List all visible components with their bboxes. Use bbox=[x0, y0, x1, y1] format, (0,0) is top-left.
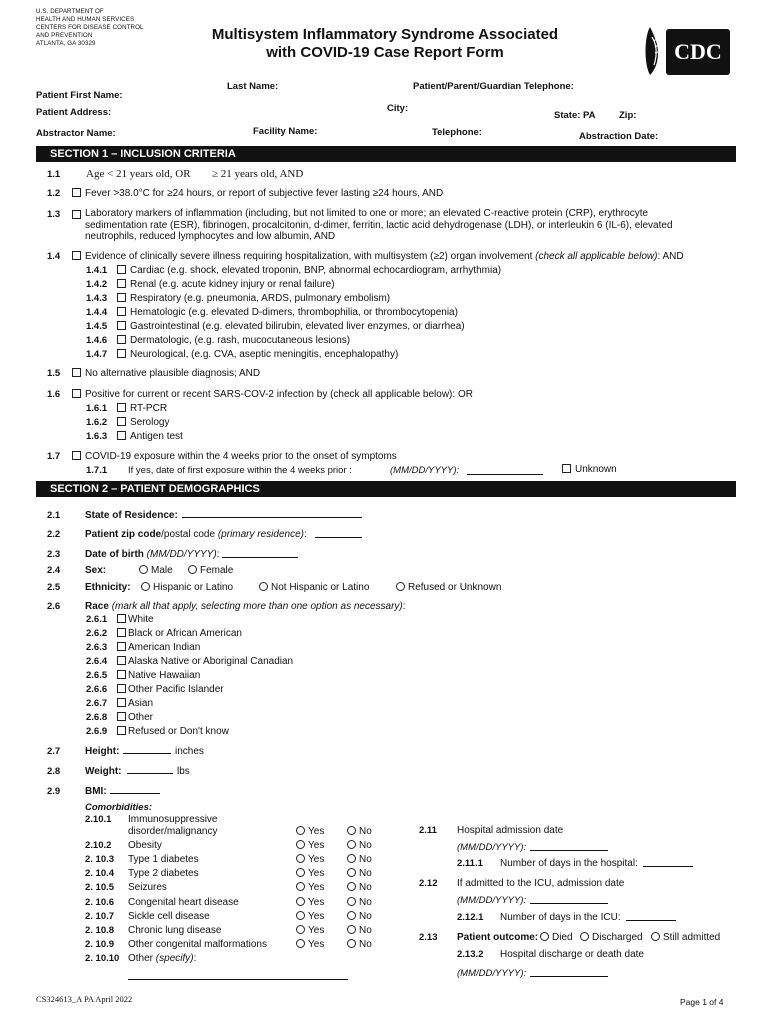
test-option[interactable] bbox=[117, 403, 167, 414]
comorbidity-label: Obesity bbox=[128, 840, 162, 851]
comorbidity-label: Sickle cell disease bbox=[128, 911, 210, 922]
discharge-date-label: Hospital discharge or death date bbox=[500, 949, 644, 960]
race-checkbox[interactable] bbox=[117, 698, 126, 707]
dob-bold: Date of birth bbox=[85, 549, 144, 560]
fever-criterion bbox=[72, 188, 443, 199]
item-number: 2. 10.7 bbox=[85, 911, 115, 922]
no-radio[interactable] bbox=[347, 911, 356, 920]
race-label: Refused or Don't know bbox=[128, 726, 229, 737]
no-radio[interactable] bbox=[347, 897, 356, 906]
item-number: 2.5 bbox=[47, 582, 61, 593]
yes-radio[interactable] bbox=[296, 868, 305, 877]
item-number: 2.11 bbox=[419, 825, 437, 836]
telephone-label: Patient/Parent/Guardian Telephone: bbox=[413, 81, 574, 92]
organ-checkbox[interactable] bbox=[117, 265, 126, 274]
zip-note: (primary residence) bbox=[217, 529, 304, 540]
organ-checkbox[interactable] bbox=[117, 321, 126, 330]
hospital-days-label: Number of days in the hospital: bbox=[500, 858, 638, 869]
item-number: 2.9 bbox=[47, 786, 61, 797]
sars-positive-text: Positive for current or recent SARS-COV-2 infection by (check all applicable below): OR bbox=[85, 389, 473, 400]
race-label: Alaska Native or Aboriginal Canadian bbox=[128, 656, 294, 667]
no-radio[interactable] bbox=[347, 868, 356, 877]
race-checkbox[interactable] bbox=[117, 712, 126, 721]
race-option[interactable] bbox=[117, 642, 200, 653]
item-number: 2.6.4 bbox=[86, 656, 108, 667]
form-title: Multisystem Inflammatory Syndrome Associated with COVID-19 Case Report Form bbox=[211, 26, 559, 61]
race-checkbox[interactable] bbox=[117, 684, 126, 693]
weight-field[interactable] bbox=[127, 764, 173, 774]
race-checkbox[interactable] bbox=[117, 656, 126, 665]
no-label: No bbox=[359, 882, 372, 893]
dob-colon: : bbox=[216, 549, 220, 560]
item-number: 2.12 bbox=[419, 878, 438, 889]
zip-colon: : bbox=[303, 529, 307, 540]
admission-date-field[interactable] bbox=[530, 841, 608, 851]
exposure-text: COVID-19 exposure within the 4 weeks prior to the onset of symptoms bbox=[85, 451, 397, 462]
comorbidity-label: Congenital heart disease bbox=[128, 897, 239, 908]
agency-block bbox=[36, 8, 144, 48]
yes-label: Yes bbox=[308, 882, 325, 893]
last-name-label: Last Name: bbox=[227, 81, 279, 92]
item-number: 2.6.2 bbox=[86, 628, 108, 639]
comorbidity-label: Seizures bbox=[128, 882, 167, 893]
cdc-logo bbox=[642, 23, 736, 79]
state-label: State: PA bbox=[554, 110, 596, 121]
icu-days-field[interactable] bbox=[626, 911, 676, 921]
first-name-label: Patient First Name: bbox=[36, 90, 123, 101]
item-number: 2.3 bbox=[47, 549, 61, 560]
organ-label: Hematologic (e.g. elevated D-dimers, thrombophilia, or thrombocytopenia) bbox=[130, 307, 458, 318]
organ-checkbox[interactable] bbox=[117, 349, 126, 358]
not-hispanic-radio[interactable] bbox=[259, 582, 268, 591]
comorbidity-no-option[interactable] bbox=[347, 854, 372, 865]
organ-option[interactable] bbox=[117, 293, 390, 304]
race-option[interactable] bbox=[117, 712, 153, 723]
item-number: 1.4.6 bbox=[86, 335, 108, 346]
comorbidity-yes-option[interactable] bbox=[296, 925, 324, 936]
organ-option[interactable] bbox=[117, 321, 465, 332]
height-unit: inches bbox=[175, 746, 204, 757]
abstraction-date-label: Abstraction Date: bbox=[579, 131, 659, 142]
other-specify: (specify) bbox=[155, 953, 194, 964]
comorbidity-label: Type 2 diabetes bbox=[128, 868, 199, 879]
outcome-died-option[interactable] bbox=[540, 932, 573, 943]
outcome-still-admitted-option[interactable] bbox=[651, 932, 720, 943]
exposure-criterion bbox=[72, 451, 397, 462]
organ-label: Gastrointestinal (e.g. elevated bilirubin, elevated liver enzymes, or diarrhea) bbox=[130, 321, 465, 332]
test-option[interactable] bbox=[117, 431, 183, 442]
comorbidity-no-option[interactable] bbox=[347, 939, 372, 950]
race-label: Native Hawaiian bbox=[128, 670, 201, 681]
zip-code-field[interactable] bbox=[315, 528, 362, 538]
no-alternative-criterion bbox=[72, 368, 260, 379]
no-radio[interactable] bbox=[347, 925, 356, 934]
race-label: Other Pacific Islander bbox=[128, 684, 224, 695]
item-number: 2.6.1 bbox=[86, 614, 108, 625]
yes-label: Yes bbox=[308, 868, 325, 879]
weight-unit: lbs bbox=[177, 766, 190, 777]
item-number: 1.4.5 bbox=[86, 321, 108, 332]
item-number: 1.5 bbox=[47, 368, 61, 379]
female-label: Female bbox=[200, 565, 234, 576]
severe-illness-criterion bbox=[72, 251, 684, 262]
bmi-label: BMI: bbox=[85, 786, 107, 797]
item-number: 1.4 bbox=[47, 251, 61, 262]
page-number: Page 1 of 4 bbox=[680, 997, 724, 1007]
comorbidity-yes-option[interactable] bbox=[296, 939, 324, 950]
comorbidity-no-option[interactable] bbox=[347, 882, 372, 893]
comorbidity-yes-option[interactable] bbox=[296, 854, 324, 865]
hospital-days-field[interactable] bbox=[643, 857, 693, 867]
severe-illness-tail: : AND bbox=[657, 251, 684, 262]
logo-text: CDC bbox=[674, 39, 722, 64]
weight-label: Weight: bbox=[85, 766, 122, 777]
item-number: 1.6.3 bbox=[86, 431, 108, 442]
organ-label: Respiratory (e.g. pneumonia, ARDS, pulmonary embolism) bbox=[130, 293, 391, 304]
organ-label: Cardiac (e.g. shock, elevated troponin, BNP, abnormal echocardiogram, arrhythmia) bbox=[130, 265, 502, 276]
no-radio[interactable] bbox=[347, 882, 356, 891]
item-number: 1.3 bbox=[47, 209, 61, 220]
item-number: 1.4.2 bbox=[86, 279, 108, 290]
race-label: Asian bbox=[128, 698, 154, 709]
yes-radio[interactable] bbox=[296, 840, 305, 849]
item-number: 2.10.2 bbox=[85, 840, 112, 851]
race-option[interactable] bbox=[117, 726, 229, 737]
item-number: 2.2 bbox=[47, 529, 61, 540]
test-label: Antigen test bbox=[130, 431, 183, 442]
item-number: 1.4.7 bbox=[86, 349, 108, 360]
item-number: 2.11.1 bbox=[457, 858, 483, 869]
organ-option[interactable] bbox=[117, 279, 335, 290]
other-colon: : bbox=[193, 953, 197, 964]
yes-radio[interactable] bbox=[296, 854, 305, 863]
male-radio[interactable] bbox=[139, 565, 148, 574]
ethnicity-hispanic-option[interactable] bbox=[141, 582, 233, 593]
icu-date-field[interactable] bbox=[530, 894, 608, 904]
item-number: 2. 10.6 bbox=[85, 897, 115, 908]
dob-field[interactable] bbox=[222, 548, 298, 558]
male-label: Male bbox=[151, 565, 173, 576]
state-residence-field[interactable] bbox=[182, 508, 362, 518]
item-number: 1.1 bbox=[47, 169, 61, 180]
admission-date-label: Hospital admission date bbox=[457, 825, 564, 836]
race-checkbox[interactable] bbox=[117, 628, 126, 637]
fever-text: Fever >38.0°C for ≥24 hours, or report of subjective fever lasting ≥24 hours, AND bbox=[85, 188, 444, 199]
item-number: 2. 10.3 bbox=[85, 854, 115, 865]
died-radio[interactable] bbox=[540, 932, 549, 941]
item-number: 1.7.1 bbox=[86, 465, 108, 476]
female-radio[interactable] bbox=[188, 565, 197, 574]
height-label: Height: bbox=[85, 746, 120, 757]
not-hispanic-label: Not Hispanic or Latino bbox=[271, 582, 370, 593]
sex-label: Sex: bbox=[85, 565, 107, 576]
discharged-radio[interactable] bbox=[580, 932, 589, 941]
no-radio[interactable] bbox=[347, 854, 356, 863]
comorbidity-no-option[interactable] bbox=[347, 911, 372, 922]
race-checkbox[interactable] bbox=[117, 614, 126, 623]
item-number: 2.1 bbox=[47, 510, 61, 521]
no-label: No bbox=[359, 911, 372, 922]
no-label: No bbox=[359, 939, 372, 950]
other-comorbidity-field[interactable] bbox=[128, 970, 348, 980]
race-option[interactable] bbox=[117, 656, 293, 667]
organ-label: Renal (e.g. acute kidney injury or renal failure) bbox=[130, 279, 335, 290]
comorbidity-yes-option[interactable] bbox=[296, 868, 324, 879]
no-radio[interactable] bbox=[347, 826, 356, 835]
comorbidity-yes-option[interactable] bbox=[296, 911, 324, 922]
organ-option[interactable] bbox=[117, 265, 501, 276]
icu-admission-label: If admitted to the ICU, admission date bbox=[457, 878, 625, 889]
lab-markers-checkbox[interactable] bbox=[72, 210, 81, 219]
item-number: 2.8 bbox=[47, 766, 61, 777]
dob-label bbox=[85, 549, 219, 560]
yes-label: Yes bbox=[308, 911, 325, 922]
admission-date-format: (MM/DD/YYYY): bbox=[457, 842, 527, 853]
item-number: 1.4.3 bbox=[86, 293, 108, 304]
comorbidity-yes-option[interactable] bbox=[296, 882, 324, 893]
discharged-label: Discharged bbox=[592, 932, 643, 943]
state-residence-label: State of Residence: bbox=[85, 510, 178, 521]
died-label: Died bbox=[552, 932, 573, 943]
item-number: 2.6.8 bbox=[86, 712, 108, 723]
yes-radio[interactable] bbox=[296, 911, 305, 920]
city-label: City: bbox=[387, 103, 409, 114]
organ-checkbox[interactable] bbox=[117, 307, 126, 316]
yes-radio[interactable] bbox=[296, 882, 305, 891]
no-radio[interactable] bbox=[347, 840, 356, 849]
discharge-date-format: (MM/DD/YYYY): bbox=[457, 968, 527, 979]
abstractor-label: Abstractor Name: bbox=[36, 128, 116, 139]
still-admitted-radio[interactable] bbox=[651, 932, 660, 941]
comorbidity-label-cont: disorder/malignancy bbox=[128, 826, 218, 837]
item-number: 2.6.5 bbox=[86, 670, 108, 681]
comorbidity-no-option[interactable] bbox=[347, 897, 372, 908]
age-under-21-option[interactable]: Age < 21 years old, OR bbox=[86, 168, 191, 180]
address-label: Patient Address: bbox=[36, 107, 112, 118]
fever-checkbox[interactable] bbox=[72, 188, 81, 197]
test-option[interactable] bbox=[117, 417, 169, 428]
no-label: No bbox=[359, 840, 372, 851]
comorbidity-label: Other congenital malformations bbox=[128, 939, 267, 950]
zip-label: Zip: bbox=[619, 110, 637, 121]
no-label: No bbox=[359, 826, 372, 837]
exposure-date-field[interactable] bbox=[467, 465, 543, 475]
yes-radio[interactable] bbox=[296, 925, 305, 934]
dob-format: (MM/DD/YYYY) bbox=[146, 549, 217, 560]
icu-date-format: (MM/DD/YYYY): bbox=[457, 895, 527, 906]
item-number: 1.7 bbox=[47, 451, 61, 462]
item-number: 2.7 bbox=[47, 746, 61, 757]
yes-label: Yes bbox=[308, 897, 325, 908]
comorbidity-label: Chronic lung disease bbox=[128, 925, 222, 936]
section2-header: SECTION 2 – PATIENT DEMOGRAPHICS bbox=[36, 481, 736, 497]
item-number: 2.4 bbox=[47, 565, 61, 576]
refused-label: Refused or Unknown bbox=[408, 582, 502, 593]
comorbidity-yes-option[interactable] bbox=[296, 826, 324, 837]
comorbidity-label: Immunosuppressive bbox=[128, 814, 218, 825]
height-field[interactable] bbox=[123, 744, 171, 754]
form-code: CS324613_A PA April 2022 bbox=[36, 994, 133, 1004]
zip-bold: Patient zip code bbox=[85, 529, 162, 540]
organ-checkbox[interactable] bbox=[117, 279, 126, 288]
yes-label: Yes bbox=[308, 925, 325, 936]
comorbidity-no-option[interactable] bbox=[347, 925, 372, 936]
severe-illness-checkbox[interactable] bbox=[72, 251, 81, 260]
comorbidity-label: Type 1 diabetes bbox=[128, 854, 199, 865]
item-number: 2.13 bbox=[419, 932, 438, 943]
comorbidity-no-option[interactable] bbox=[347, 840, 372, 851]
item-number: 1.2 bbox=[47, 188, 61, 199]
still-admitted-label: Still admitted bbox=[663, 932, 721, 943]
exposure-unknown-checkbox[interactable] bbox=[562, 464, 571, 473]
zip-rest: /postal code bbox=[161, 529, 216, 540]
telephone2-label: Telephone: bbox=[432, 127, 482, 138]
comorbidity-no-option[interactable] bbox=[347, 826, 372, 837]
race-label: American Indian bbox=[128, 642, 201, 653]
item-number: 2.6.9 bbox=[86, 726, 108, 737]
test-checkbox[interactable] bbox=[117, 417, 126, 426]
no-label: No bbox=[359, 854, 372, 865]
sex-female-option[interactable] bbox=[188, 565, 233, 576]
item-number: 2. 10.4 bbox=[85, 868, 115, 879]
ethnicity-not-hispanic-option[interactable] bbox=[259, 582, 369, 593]
exposure-date-label: If yes, date of first exposure within the 4 weeks prior : bbox=[128, 465, 352, 476]
organ-option[interactable] bbox=[117, 307, 458, 318]
facility-label: Facility Name: bbox=[253, 126, 318, 137]
race-label: White bbox=[128, 614, 154, 625]
organ-label: Dermatologic, (e.g. rash, mucocutaneous lesions) bbox=[130, 335, 351, 346]
comorbidity-no-option[interactable] bbox=[347, 868, 372, 879]
exposure-date-format: (MM/DD/YYYY): bbox=[390, 465, 460, 476]
race-option[interactable] bbox=[117, 670, 200, 681]
race-option[interactable] bbox=[117, 614, 154, 625]
zip-code-label bbox=[85, 529, 307, 540]
organ-option[interactable] bbox=[117, 335, 350, 346]
item-number: 2.6 bbox=[47, 601, 61, 612]
outcome-discharged-option[interactable] bbox=[580, 932, 643, 943]
no-label: No bbox=[359, 868, 372, 879]
organ-checkbox[interactable] bbox=[117, 293, 126, 302]
sars-positive-checkbox[interactable] bbox=[72, 389, 81, 398]
severe-illness-text: Evidence of clinically severe illness requiring hospitalization, with multisystem (≥2) organ involvement bbox=[85, 251, 533, 262]
sars-positive-criterion bbox=[72, 389, 473, 400]
lab-markers-text: Laboratory markers of inflammation (including, but not limited to one or more; an elevated C-reactive protein (CRP), erythrocyte sedimentation rate (ESR), fibrinogen, procalcitonin, d-dimer, ferritin, lactic acid dehydrogenase (LDH), or interleukin 6 (IL-6), elevated neutrophils, reduced lymphocytes and low albumin, AND bbox=[85, 208, 673, 242]
race-option[interactable] bbox=[117, 698, 153, 709]
no-alternative-checkbox[interactable] bbox=[72, 368, 81, 377]
bmi-field[interactable] bbox=[110, 784, 160, 794]
severe-illness-note: (check all applicable below) bbox=[535, 251, 658, 262]
outcome-label: Patient outcome: bbox=[457, 932, 539, 943]
race-note: (mark all that apply, selecting more than one option as necessary) bbox=[111, 601, 403, 612]
item-number: 2.6.7 bbox=[86, 698, 108, 709]
agency-line: AND PREVENTION bbox=[36, 32, 93, 39]
test-label: RT-PCR bbox=[130, 403, 168, 414]
refused-radio[interactable] bbox=[396, 582, 405, 591]
organ-option[interactable] bbox=[117, 349, 398, 360]
exposure-unknown-label: Unknown bbox=[575, 464, 617, 475]
agency-line: HEALTH AND HUMAN SERVICES bbox=[36, 16, 135, 23]
yes-radio[interactable] bbox=[296, 897, 305, 906]
no-alternative-text: No alternative plausible diagnosis; AND bbox=[85, 368, 261, 379]
item-number: 1.6.2 bbox=[86, 417, 108, 428]
comorbidities-heading: Comorbidities: bbox=[85, 802, 153, 813]
item-number: 1.4.4 bbox=[86, 307, 108, 318]
hispanic-radio[interactable] bbox=[141, 582, 150, 591]
exposure-unknown-option[interactable] bbox=[562, 464, 617, 475]
item-number: 1.6.1 bbox=[86, 403, 108, 414]
agency-line: ATLANTA, GA 30329 bbox=[36, 40, 96, 47]
test-label: Serology bbox=[130, 417, 170, 428]
comorbidity-yes-option[interactable] bbox=[296, 840, 324, 851]
race-checkbox[interactable] bbox=[117, 726, 126, 735]
race-label bbox=[85, 601, 406, 612]
race-checkbox[interactable] bbox=[117, 670, 126, 679]
agency-line: CENTERS FOR DISEASE CONTROL bbox=[36, 24, 144, 31]
other-comorbidity-label bbox=[128, 953, 196, 964]
yes-label: Yes bbox=[308, 840, 325, 851]
race-label: Other bbox=[128, 712, 154, 723]
yes-label: Yes bbox=[308, 939, 325, 950]
ethnicity-label: Ethnicity: bbox=[85, 582, 131, 593]
agency-line: U.S. DEPARTMENT OF bbox=[36, 8, 104, 15]
item-number: 2.10.1 bbox=[85, 814, 112, 825]
race-colon: : bbox=[402, 601, 406, 612]
ethnicity-refused-option[interactable] bbox=[396, 582, 501, 593]
item-number: 2. 10.9 bbox=[85, 939, 115, 950]
yes-radio[interactable] bbox=[296, 826, 305, 835]
no-label: No bbox=[359, 925, 372, 936]
test-checkbox[interactable] bbox=[117, 403, 126, 412]
item-number: 1.6 bbox=[47, 389, 61, 400]
race-option[interactable] bbox=[117, 628, 242, 639]
item-number: 2. 10.10 bbox=[85, 953, 120, 964]
no-radio[interactable] bbox=[347, 939, 356, 948]
race-bold: Race bbox=[85, 601, 109, 612]
comorbidity-yes-option[interactable] bbox=[296, 897, 324, 908]
section1-header: SECTION 1 – INCLUSION CRITERIA bbox=[36, 146, 736, 162]
discharge-date-field[interactable] bbox=[530, 967, 608, 977]
sex-male-option[interactable] bbox=[139, 565, 173, 576]
item-number: 2.13.2 bbox=[457, 949, 484, 960]
item-number: 2. 10.5 bbox=[85, 882, 115, 893]
yes-label: Yes bbox=[308, 826, 325, 837]
yes-radio[interactable] bbox=[296, 939, 305, 948]
race-checkbox[interactable] bbox=[117, 642, 126, 651]
item-number: 1.4.1 bbox=[86, 265, 108, 276]
organ-checkbox[interactable] bbox=[117, 335, 126, 344]
race-option[interactable] bbox=[117, 684, 224, 695]
item-number: 2.6.3 bbox=[86, 642, 108, 653]
no-label: No bbox=[359, 897, 372, 908]
race-label: Black or African American bbox=[128, 628, 242, 639]
item-number: 2. 10.8 bbox=[85, 925, 115, 936]
exposure-checkbox[interactable] bbox=[72, 451, 81, 460]
item-number: 2.12.1 bbox=[457, 912, 484, 923]
age-21-plus-option[interactable]: ≥ 21 years old, AND bbox=[212, 168, 304, 180]
item-number: 2.6.6 bbox=[86, 684, 108, 695]
organ-label: Neurological, (e.g. CVA, aseptic meningitis, encephalopathy) bbox=[130, 349, 399, 360]
hispanic-label: Hispanic or Latino bbox=[153, 582, 234, 593]
other-text: Other bbox=[128, 953, 154, 964]
yes-label: Yes bbox=[308, 854, 325, 865]
icu-days-label: Number of days in the ICU: bbox=[500, 912, 621, 923]
test-checkbox[interactable] bbox=[117, 431, 126, 440]
